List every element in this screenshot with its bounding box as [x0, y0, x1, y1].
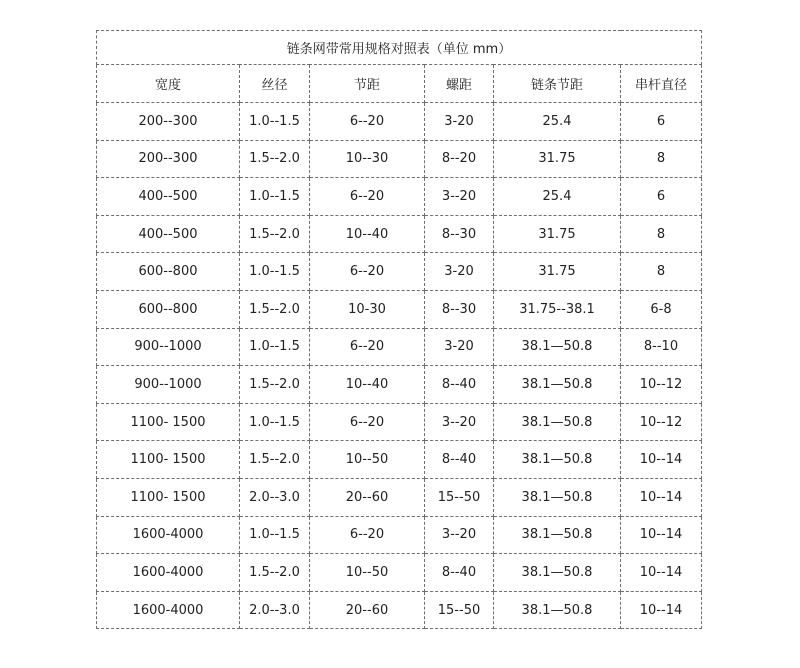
cell-spiral-pitch: 15--50	[425, 478, 494, 516]
cell-spiral-pitch: 3-20	[425, 103, 494, 141]
cell-rod-diameter: 10--14	[621, 554, 702, 592]
cell-spiral-pitch: 8--40	[425, 441, 494, 479]
cell-spiral-pitch: 3--20	[425, 516, 494, 554]
cell-pitch: 10--50	[310, 554, 425, 592]
cell-pitch: 6--20	[310, 253, 425, 291]
cell-chain-pitch: 31.75	[494, 253, 621, 291]
cell-rod-diameter: 8	[621, 253, 702, 291]
cell-wire-diameter: 1.5--2.0	[240, 554, 310, 592]
header-rod-diameter: 串杆直径	[621, 65, 702, 103]
cell-pitch: 6--20	[310, 403, 425, 441]
cell-chain-pitch: 38.1—50.8	[494, 441, 621, 479]
cell-spiral-pitch: 8--20	[425, 140, 494, 178]
cell-pitch: 10--50	[310, 441, 425, 479]
cell-width: 1100- 1500	[97, 441, 240, 479]
cell-spiral-pitch: 8--40	[425, 366, 494, 404]
cell-chain-pitch: 38.1—50.8	[494, 478, 621, 516]
cell-wire-diameter: 1.0--1.5	[240, 516, 310, 554]
cell-chain-pitch: 25.4	[494, 178, 621, 216]
cell-chain-pitch: 31.75--38.1	[494, 290, 621, 328]
cell-rod-diameter: 10--14	[621, 478, 702, 516]
cell-rod-diameter: 6	[621, 178, 702, 216]
cell-width: 900--1000	[97, 328, 240, 366]
table-row	[97, 290, 702, 328]
cell-rod-diameter: 10--14	[621, 516, 702, 554]
cell-pitch: 6--20	[310, 516, 425, 554]
cell-chain-pitch: 31.75	[494, 140, 621, 178]
cell-wire-diameter: 1.5--2.0	[240, 290, 310, 328]
table-row	[97, 516, 702, 554]
header-pitch: 节距	[310, 65, 425, 103]
header-spiral-pitch: 螺距	[425, 65, 494, 103]
cell-width: 600--800	[97, 290, 240, 328]
cell-spiral-pitch: 3--20	[425, 178, 494, 216]
cell-wire-diameter: 2.0--3.0	[240, 478, 310, 516]
cell-rod-diameter: 8--10	[621, 328, 702, 366]
cell-chain-pitch: 38.1—50.8	[494, 328, 621, 366]
cell-wire-diameter: 1.5--2.0	[240, 215, 310, 253]
cell-spiral-pitch: 15--50	[425, 591, 494, 629]
cell-rod-diameter: 6-8	[621, 290, 702, 328]
cell-pitch: 10-30	[310, 290, 425, 328]
table-row	[97, 140, 702, 178]
cell-spiral-pitch: 8--40	[425, 554, 494, 592]
cell-chain-pitch: 38.1—50.8	[494, 554, 621, 592]
table-body	[97, 103, 702, 629]
cell-wire-diameter: 1.0--1.5	[240, 328, 310, 366]
header-width: 宽度	[97, 65, 240, 103]
cell-pitch: 6--20	[310, 103, 425, 141]
cell-pitch: 6--20	[310, 178, 425, 216]
cell-spiral-pitch: 8--30	[425, 215, 494, 253]
cell-pitch: 20--60	[310, 591, 425, 629]
cell-rod-diameter: 10--12	[621, 366, 702, 404]
cell-spiral-pitch: 3--20	[425, 403, 494, 441]
cell-width: 900--1000	[97, 366, 240, 404]
cell-width: 1600-4000	[97, 516, 240, 554]
cell-rod-diameter: 6	[621, 103, 702, 141]
cell-pitch: 6--20	[310, 328, 425, 366]
header-wire-diameter: 丝径	[240, 65, 310, 103]
table-row	[97, 328, 702, 366]
cell-wire-diameter: 1.5--2.0	[240, 441, 310, 479]
cell-wire-diameter: 1.0--1.5	[240, 103, 310, 141]
cell-wire-diameter: 1.5--2.0	[240, 366, 310, 404]
table-row	[97, 103, 702, 141]
header-chain-pitch: 链条节距	[494, 65, 621, 103]
cell-wire-diameter: 1.0--1.5	[240, 403, 310, 441]
cell-width: 400--500	[97, 178, 240, 216]
cell-chain-pitch: 38.1—50.8	[494, 403, 621, 441]
spec-table	[96, 30, 702, 629]
cell-pitch: 10--30	[310, 140, 425, 178]
table-row	[97, 178, 702, 216]
cell-wire-diameter: 1.0--1.5	[240, 253, 310, 291]
table-row	[97, 366, 702, 404]
cell-width: 1100- 1500	[97, 403, 240, 441]
table-row	[97, 253, 702, 291]
cell-width: 1100- 1500	[97, 478, 240, 516]
table-title-row	[97, 31, 702, 65]
cell-spiral-pitch: 8--30	[425, 290, 494, 328]
cell-width: 1600-4000	[97, 554, 240, 592]
cell-chain-pitch: 25.4	[494, 103, 621, 141]
cell-rod-diameter: 10--14	[621, 441, 702, 479]
table-row	[97, 215, 702, 253]
cell-chain-pitch: 31.75	[494, 215, 621, 253]
cell-spiral-pitch: 3-20	[425, 328, 494, 366]
cell-chain-pitch: 38.1—50.8	[494, 366, 621, 404]
cell-rod-diameter: 10--14	[621, 591, 702, 629]
cell-wire-diameter: 1.0--1.5	[240, 178, 310, 216]
cell-rod-diameter: 10--12	[621, 403, 702, 441]
table-title: 链条网带常用规格对照表（单位 mm）	[97, 31, 702, 65]
table-row	[97, 403, 702, 441]
cell-rod-diameter: 8	[621, 140, 702, 178]
cell-pitch: 20--60	[310, 478, 425, 516]
table-header-row	[97, 65, 702, 103]
cell-wire-diameter: 1.5--2.0	[240, 140, 310, 178]
table-row	[97, 554, 702, 592]
table-row	[97, 441, 702, 479]
cell-width: 200--300	[97, 140, 240, 178]
cell-rod-diameter: 8	[621, 215, 702, 253]
table-row	[97, 478, 702, 516]
cell-width: 600--800	[97, 253, 240, 291]
cell-width: 200--300	[97, 103, 240, 141]
cell-pitch: 10--40	[310, 215, 425, 253]
cell-width: 400--500	[97, 215, 240, 253]
cell-chain-pitch: 38.1—50.8	[494, 591, 621, 629]
cell-chain-pitch: 38.1—50.8	[494, 516, 621, 554]
cell-width: 1600-4000	[97, 591, 240, 629]
cell-wire-diameter: 2.0--3.0	[240, 591, 310, 629]
cell-spiral-pitch: 3-20	[425, 253, 494, 291]
table-row	[97, 591, 702, 629]
cell-pitch: 10--40	[310, 366, 425, 404]
